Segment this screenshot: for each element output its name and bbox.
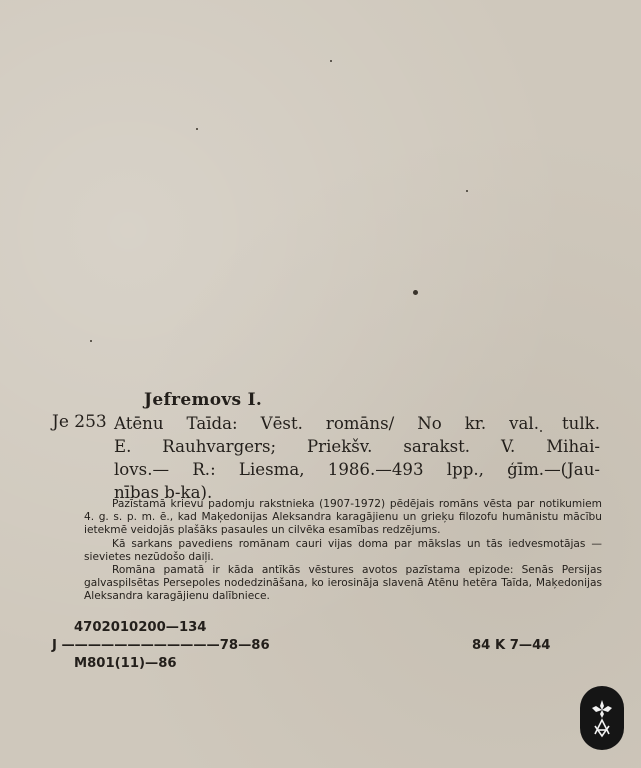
- annotation-paragraph: Kā sarkans pavediens romānam cauri vijas doma par mākslas un tās iedvesmotājas — sievietes nezūdošo daiļi.: [84, 537, 602, 563]
- paper-speck: [196, 128, 198, 130]
- stamp-logo-icon: [580, 686, 624, 750]
- record-line: lovs.— R.: Liesma, 1986.—493 lpp., ģīm.—(Jau-: [114, 460, 600, 479]
- classification-j-line: J ————————————78—86: [52, 638, 270, 653]
- stamp-logo-glyph: [580, 686, 624, 750]
- annotation-paragraph: Pazīstamā krievu padomju rakstnieka (1907-1972) pēdējais romāns vēsta par notikumiem 4. g. s. p. m. ē., kad Maķedonijas Aleksandra karagājienu un grieķu filozofu humānistu mācību ietekmē veidojās plašāks pasaules un cilvēka esamības redzējums.: [84, 498, 602, 537]
- bibliographic-record: [114, 412, 600, 504]
- isbn-code: 4702010200—134: [74, 620, 207, 635]
- bbk-code: 84 K 7—44: [472, 638, 551, 653]
- paper-speck: [466, 190, 468, 192]
- annotation-paragraph: Romāna pamatā ir kāda antīkās vēstures avotos pazīstama epizode: Senās Persijas galvaspilsētas Persepoles nodedzināšana, ko ierosināja slavenā Atēnu hetēra Taīda, Maķedonijas Aleksandra karagājienu dalībniece.: [84, 564, 602, 603]
- m-code: M801(11)—86: [74, 656, 177, 671]
- annotation: [84, 498, 602, 604]
- author-name: Jefremovs I.: [144, 390, 263, 410]
- paper-speck: [330, 60, 332, 62]
- record-line: E. Rauhvargers; Priekšv. sarakst. V. Mihai-: [114, 437, 600, 456]
- call-number: Je 253: [52, 412, 107, 432]
- record-line: nības b-ka).: [114, 483, 213, 502]
- record-line: Atēnu Taīda: Vēst. romāns/ No kr. val. tulk.: [114, 414, 600, 433]
- paper-speck: [90, 340, 92, 342]
- paper-speck: [413, 290, 418, 295]
